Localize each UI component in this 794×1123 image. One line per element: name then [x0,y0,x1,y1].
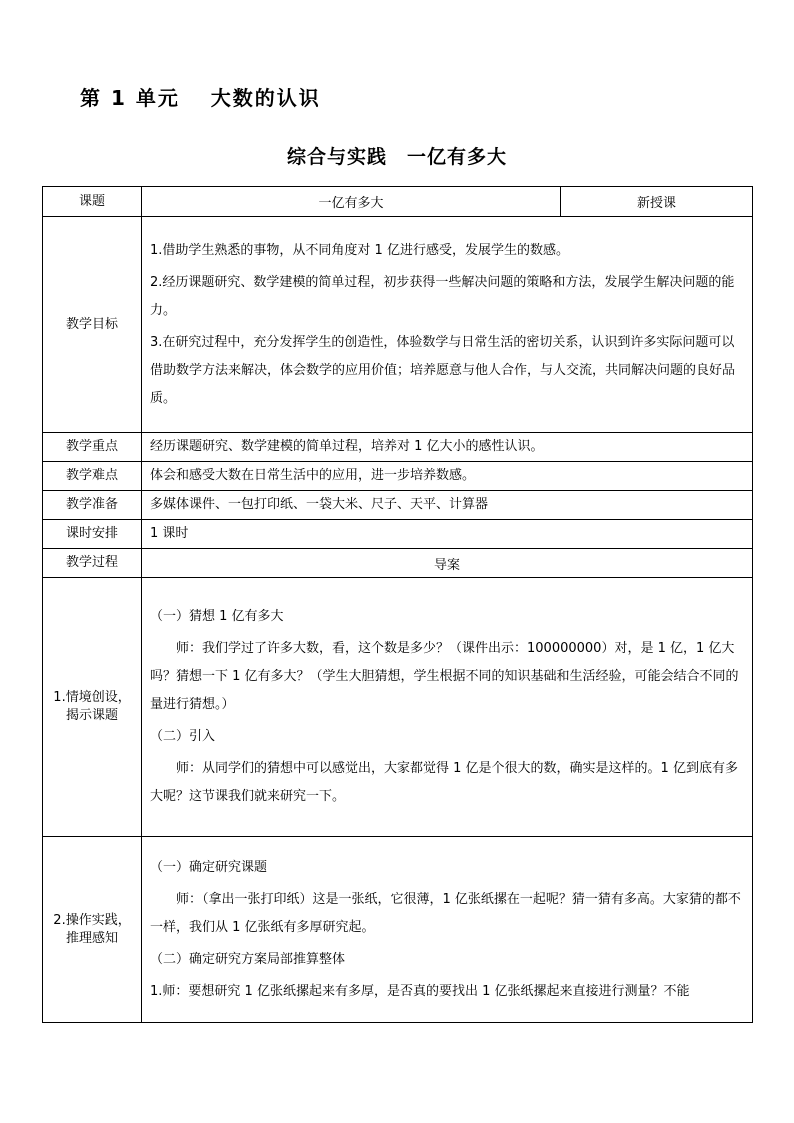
section-2-paragraph-1: 师：（拿出一张打印纸）这是一张纸，它很薄，1 亿张纸摞在一起呢？猜一猜有多高。大家猜的都不一样，我们从 1 亿张纸有多厚研究起。 [150,891,741,935]
prep-value: 多媒体课件、一包打印纸、一袋大米、尺子、天平、计算器 [142,491,753,520]
section-1-paragraph-1: 师：我们学过了许多大数，看，这个数是多少？（课件出示：100000000）对，是 1 亿，1 亿大吗？猜想一下 1 亿有多大？（学生大胆猜想，学生根据不同的知识基础和生活经验，可能会结合不同的量进行猜想。） [150,641,739,712]
section-1-heading-2: （二）引入 [150,729,216,744]
section-1-paragraph-2: 师：从同学们的猜想中可以感觉出，大家都觉得 1 亿是个很大的数，确实是这样的。1 亿到底有多大呢？这节课我们就来研究一下。 [150,761,738,804]
row-difficulty [43,462,753,491]
row-section-2 [43,837,753,1023]
row-focus [43,433,753,462]
lesson-type: 新授课 [561,187,753,217]
prep-label: 教学准备 [43,491,142,520]
row-goals [43,217,753,433]
section-2-heading-1: （一）确定研究课题 [150,859,268,875]
goal-item: 1.借助学生熟悉的事物，从不同角度对 1 亿进行感受，发展学生的数感。 [150,242,569,258]
row-hours [43,520,753,549]
row-prep [43,491,753,520]
goals-label: 教学目标 [43,217,142,433]
lesson-plan-table [42,186,753,1023]
process-label: 教学过程 [43,549,142,578]
difficulty-label: 教学难点 [43,462,142,491]
goals-content [142,217,753,433]
section-1-heading-1: （一）猜想 1 亿有多大 [150,609,284,624]
section-2-heading-2: （二）确定研究方案局部推算整体 [150,951,346,967]
hours-label: 课时安排 [43,520,142,549]
lesson-title: 综合与实践 一亿有多大 [286,146,507,168]
section-2-paragraph-2: 1.师：要想研究 1 亿张纸摞起来有多厚，是否真的要找出 1 亿张纸摞起来直接进行测量？不能 [150,983,690,999]
row-section-1 [43,578,753,837]
unit-title: 第 1 单元 大数的认识 [80,86,321,110]
section-2-label: 2.操作实践，推理感知 [43,837,142,1023]
row-process [43,549,753,578]
hours-value: 1 课时 [142,520,753,549]
goal-item: 3.在研究过程中，充分发挥学生的创造性，体验数学与日常生活的密切关系，认识到许多实际问题可以借助数学方法来解决，体会数学的应用价值；培养愿意与他人合作，与人交流，共同解决问题的良好品质。 [150,334,736,406]
row-topic [43,187,753,217]
difficulty-value: 体会和感受大数在日常生活中的应用，进一步培养数感。 [142,462,753,491]
process-value: 导案 [142,549,753,578]
section-1-content [142,578,753,837]
focus-value: 经历课题研究、数学建模的简单过程，培养对 1 亿大小的感性认识。 [142,433,753,462]
section-1-label: 1.情境创设，揭示课题 [43,578,142,837]
goal-item: 2.经历课题研究、数学建模的简单过程，初步获得一些解决问题的策略和方法，发展学生解决问题的能力。 [150,274,735,318]
focus-label: 教学重点 [43,433,142,462]
topic-label: 课题 [43,187,142,217]
topic-value: 一亿有多大 [142,187,561,217]
section-2-content [142,837,753,1023]
